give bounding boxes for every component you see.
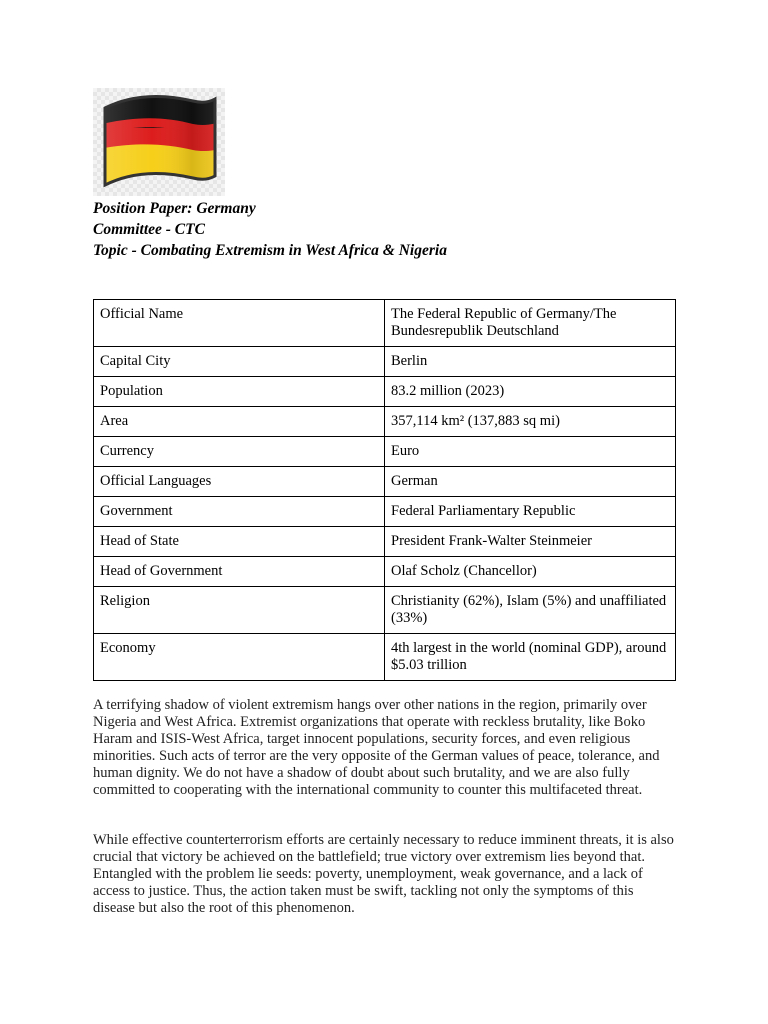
fact-value: 4th largest in the world (nominal GDP), around $5.03 trillion xyxy=(385,634,676,681)
fact-label: Economy xyxy=(94,634,385,681)
fact-value: Christianity (62%), Islam (5%) and unaffiliated (33%) xyxy=(385,587,676,634)
fact-label: Government xyxy=(94,497,385,527)
fact-value: 83.2 million (2023) xyxy=(385,377,676,407)
fact-value: 357,114 km² (137,883 sq mi) xyxy=(385,407,676,437)
table-row xyxy=(94,437,676,467)
fact-label: Area xyxy=(94,407,385,437)
fact-value: German xyxy=(385,467,676,497)
table-row xyxy=(94,377,676,407)
body-paragraph: While effective counterterrorism efforts are certainly necessary to reduce imminent threats, it is also crucial that victory be achieved on the battlefield; true victory over extremism lies beyond that. Entangled with the problem lie seeds: poverty, unemployment, weak governance, and a lack of access to justice. Thus, the action taken must be swift, tackling not only the symptoms of this disease but also the root of this phenomenon. xyxy=(93,832,674,916)
fact-value: The Federal Republic of Germany/The Bundesrepublik Deutschland xyxy=(385,300,676,347)
fact-value: Euro xyxy=(385,437,676,467)
table-row xyxy=(94,300,676,347)
german-flag-icon xyxy=(93,88,225,196)
fact-label: Head of Government xyxy=(94,557,385,587)
table-row xyxy=(94,527,676,557)
committee-line: Committee - CTC xyxy=(93,221,205,238)
fact-label: Official Languages xyxy=(94,467,385,497)
table-row xyxy=(94,634,676,681)
table-row xyxy=(94,557,676,587)
fact-value: Federal Parliamentary Republic xyxy=(385,497,676,527)
paper-title: Position Paper: Germany xyxy=(93,200,256,217)
table-row xyxy=(94,467,676,497)
table-row xyxy=(94,407,676,437)
fact-label: Religion xyxy=(94,587,385,634)
fact-value: Berlin xyxy=(385,347,676,377)
fact-label: Population xyxy=(94,377,385,407)
fact-value: President Frank-Walter Steinmeier xyxy=(385,527,676,557)
table-row xyxy=(94,347,676,377)
fact-value: Olaf Scholz (Chancellor) xyxy=(385,557,676,587)
table-row xyxy=(94,587,676,634)
country-facts-table xyxy=(93,299,676,681)
topic-line: Topic - Combating Extremism in West Africa & Nigeria xyxy=(93,242,447,259)
body-paragraph: A terrifying shadow of violent extremism hangs over other nations in the region, primarily over Nigeria and West Africa. Extremist organizations that operate with reckless brutality, like Boko Haram and ISIS-West Africa, target innocent populations, security forces, and even religious minorities. Such acts of terror are the very opposite of the German values of peace, tolerance, and human dignity. We do not have a shadow of doubt about such brutality, and we are also fully committed to cooperating with the international community to counter this multifaceted threat. xyxy=(93,697,660,798)
fact-label: Capital City xyxy=(94,347,385,377)
table-row xyxy=(94,497,676,527)
fact-label: Currency xyxy=(94,437,385,467)
flag-image xyxy=(93,88,225,196)
fact-label: Official Name xyxy=(94,300,385,347)
fact-label: Head of State xyxy=(94,527,385,557)
